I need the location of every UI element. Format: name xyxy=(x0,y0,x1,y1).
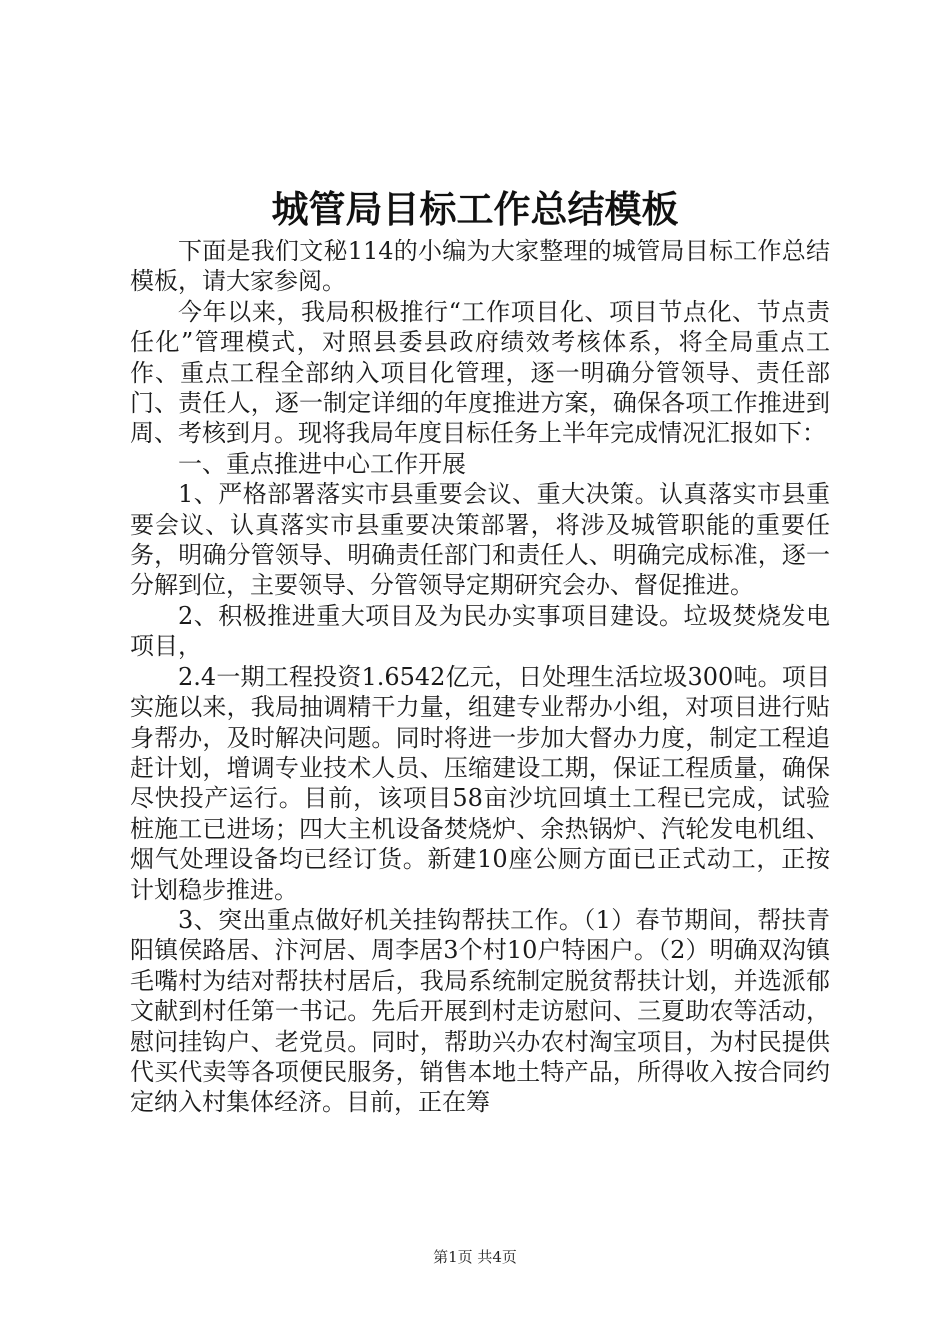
paragraph-overview: 今年以来，我局积极推行“工作项目化、项目节点化、节点责任化”管理模式，对照县委县政府绩效考核体系，将全局重点工作、重点工程全部纳入项目化管理，逐一明确分管领导、责任部门、责任人，逐一制定详细的年度推进方案，确保各项工作推进到周、考核到月。现将我局年度目标任务上半年完成情况汇报如下： xyxy=(130,297,830,448)
document-title: 城管局目标工作总结模板 xyxy=(271,187,679,231)
section-heading-1: 一、重点推进中心工作开展 xyxy=(178,449,466,478)
document-body xyxy=(130,236,830,1118)
paragraph-item-3: 3、突出重点做好机关挂钩帮扶工作。（1）春节期间，帮扶青阳镇侯路居、汴河居、周李居3个村10户特困户。（2）明确双沟镇毛嘴村为结对帮扶村居后，我局系统制定脱贫帮扶计划，并选派郁文献到村任第一书记。先后开展到村走访慰问、三夏助农等活动，慰问挂钩户、老党员。同时，帮助兴办农村淘宝项目，为村民提供代买代卖等各项便民服务，销售本地土特产品，所得收入按合同约定纳入村集体经济。目前，正在筹 xyxy=(130,905,830,1117)
paragraph-item-2-detail: 2.4一期工程投资1.6542亿元，日处理生活垃圾300吨。项目实施以来，我局抽调精干力量，组建专业帮办小组，对项目进行贴身帮办，及时解决问题。同时将进一步加大督办力度，制定工程追赶计划，增调专业技术人员、压缩建设工期，保证工程质量，确保尽快投产运行。目前，该项目58亩沙坑回填土工程已完成，试验桩施工已进场；四大主机设备焚烧炉、余热锅炉、汽轮发电机组、烟气处理设备均已经订货。新建10座公厕方面已正式动工，正按计划稳步推进。 xyxy=(130,662,830,904)
page-footer: 第1页 共4页 xyxy=(433,1248,517,1266)
paragraph-item-2: 2、积极推进重大项目及为民办实事项目建设。垃圾焚烧发电项目， xyxy=(130,601,830,661)
paragraph-intro: 下面是我们文秘114的小编为大家整理的城管局目标工作总结模板，请大家参阅。 xyxy=(130,237,830,296)
paragraph-item-1: 1、严格部署落实市县重要会议、重大决策。认真落实市县重要会议、认真落实市县重要决策部署，将涉及城管职能的重要任务，明确分管领导、明确责任部门和责任人、明确完成标准，逐一分解到位，主要领导、分管领导定期研究会办、督促推进。 xyxy=(130,480,830,600)
